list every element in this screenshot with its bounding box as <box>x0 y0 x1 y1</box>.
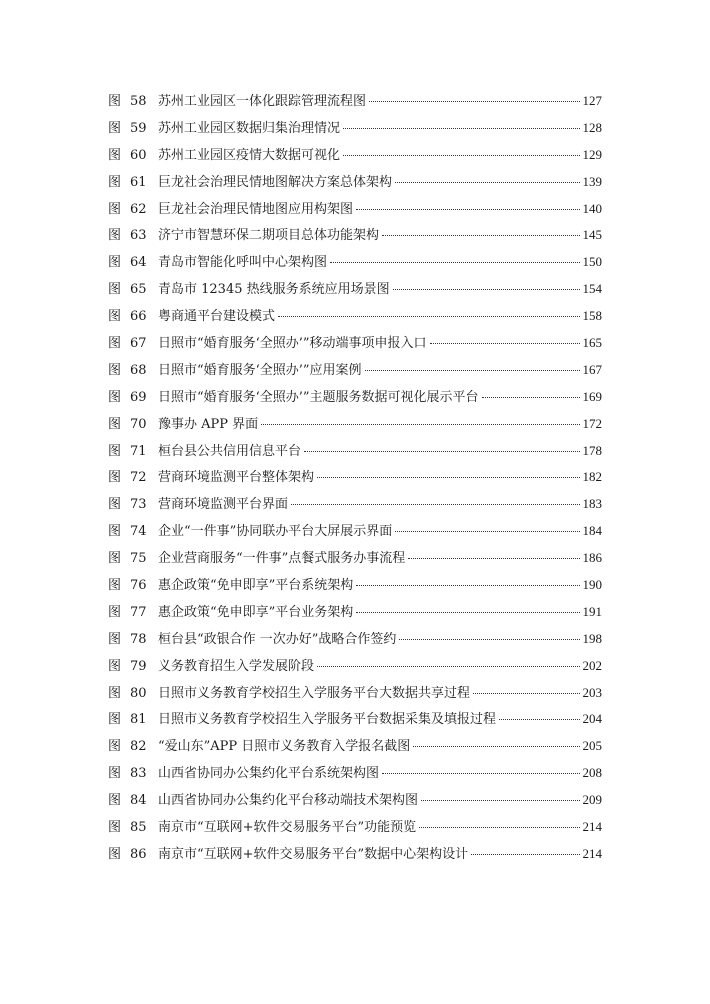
dot-leader <box>369 101 579 102</box>
dot-leader <box>343 155 579 156</box>
toc-row <box>108 522 602 549</box>
figure-label: 图 <box>108 497 122 513</box>
figure-label: 图 <box>108 578 122 594</box>
figure-label: 图 <box>108 604 122 620</box>
figure-label: 图 <box>108 94 122 109</box>
toc-row <box>108 684 602 711</box>
figure-number: 78 <box>130 631 147 647</box>
dot-leader <box>473 693 579 694</box>
dot-leader <box>419 827 579 828</box>
page-number: 165 <box>582 335 602 351</box>
figure-title: 青岛市 12345 热线服务系统应用场景图 <box>158 282 390 298</box>
toc-row <box>108 442 602 469</box>
figure-title: 桓台县“政银合作 一次办好”战略合作签约 <box>158 631 397 647</box>
toc-row <box>108 710 602 737</box>
figure-label: 图 <box>108 658 122 674</box>
figure-title: 山西省协同办公集约化平台移动端技术架构图 <box>158 793 419 809</box>
toc-row <box>108 200 602 227</box>
figure-number: 72 <box>130 470 147 486</box>
page-number: 191 <box>582 603 602 619</box>
figure-number: 70 <box>130 416 147 432</box>
page-number: 209 <box>582 792 602 808</box>
figure-number: 67 <box>130 336 147 352</box>
page-number: 190 <box>582 577 602 593</box>
figure-number: 75 <box>130 551 147 567</box>
figure-label: 图 <box>108 147 122 163</box>
figure-title: 日照市义务教育学校招生入学服务平台数据采集及填报过程 <box>158 712 497 728</box>
dot-leader <box>399 639 579 640</box>
figure-label: 图 <box>108 174 122 190</box>
dot-leader <box>356 209 579 210</box>
figure-number: 65 <box>130 282 147 298</box>
page-number: 127 <box>582 93 602 108</box>
dot-leader <box>343 128 579 129</box>
page-number: 172 <box>582 415 602 431</box>
dot-leader <box>413 746 579 747</box>
figure-number: 63 <box>130 228 147 244</box>
toc-row <box>108 657 602 684</box>
toc-row <box>108 253 602 280</box>
figure-label: 图 <box>108 524 122 540</box>
dot-leader <box>382 773 579 774</box>
figure-number: 77 <box>130 604 147 620</box>
toc-row <box>108 630 602 657</box>
toc-row <box>108 307 602 334</box>
dot-leader <box>330 262 579 263</box>
figure-title: 日照市“婚育服务‘全照办’”主题服务数据可视化展示平台 <box>158 389 479 405</box>
page-number: 202 <box>582 657 602 673</box>
figure-label: 图 <box>108 443 122 459</box>
figure-label: 图 <box>108 551 122 567</box>
figure-number: 81 <box>130 712 147 728</box>
figure-number: 62 <box>130 201 147 217</box>
figure-title: 企业营商服务“一件事”点餐式服务办事流程 <box>158 551 406 567</box>
toc-row <box>108 119 602 146</box>
figure-label: 图 <box>108 362 122 378</box>
figure-title: 惠企政策“免申即享”平台系统架构 <box>158 578 354 594</box>
page-number: 128 <box>582 119 602 135</box>
page-number: 139 <box>582 173 602 189</box>
figure-title: 营商环境监测平台界面 <box>158 497 289 513</box>
toc-row <box>108 92 602 119</box>
page-number: 154 <box>582 281 602 297</box>
page-number: 186 <box>582 550 602 566</box>
figure-title: 青岛市智能化呼叫中心架构图 <box>158 255 328 271</box>
figure-title: 济宁市智慧环保二期项目总体功能架构 <box>158 228 380 244</box>
toc-row <box>108 576 602 603</box>
figure-number: 68 <box>130 362 147 378</box>
dot-leader <box>356 585 579 586</box>
dot-leader <box>278 316 579 317</box>
figure-number: 64 <box>130 255 147 271</box>
page-number: 198 <box>582 630 602 646</box>
figure-title: 苏州工业园区疫情大数据可视化 <box>158 147 341 163</box>
page-number: 178 <box>582 442 602 458</box>
page-number: 145 <box>582 227 602 243</box>
toc-row <box>108 334 602 361</box>
toc-row <box>108 226 602 253</box>
toc-row <box>108 361 602 388</box>
page-number: 214 <box>582 845 602 861</box>
page-number: 169 <box>582 388 602 404</box>
figure-label: 图 <box>108 766 122 782</box>
page-number: 129 <box>582 146 602 162</box>
figure-number: 66 <box>130 309 147 325</box>
toc-row <box>108 468 602 495</box>
figure-label: 图 <box>108 685 122 701</box>
page-number: 167 <box>582 361 602 377</box>
toc-row <box>108 146 602 173</box>
figure-title: 南京市“互联网+软件交易服务平台”功能预览 <box>158 820 417 836</box>
dot-leader <box>356 612 579 613</box>
page-number: 214 <box>582 819 602 835</box>
page-number: 203 <box>582 684 602 700</box>
toc-row <box>108 280 602 307</box>
figure-label: 图 <box>108 228 122 244</box>
figure-number: 83 <box>130 766 147 782</box>
dot-leader <box>382 235 579 236</box>
dot-leader <box>482 397 580 398</box>
figure-number: 85 <box>130 820 147 836</box>
page-number: 150 <box>582 254 602 270</box>
page-number: 183 <box>582 496 602 512</box>
figure-number: 80 <box>130 685 147 701</box>
figure-title: 豫事办 APP 界面 <box>158 416 259 432</box>
dot-leader <box>317 666 579 667</box>
figure-label: 图 <box>108 846 122 862</box>
figure-number: 60 <box>130 147 147 163</box>
page-number: 205 <box>582 738 602 754</box>
dot-leader <box>393 289 580 290</box>
dot-leader <box>421 800 579 801</box>
figure-number: 82 <box>130 739 147 755</box>
toc-row <box>108 845 602 872</box>
figure-number: 84 <box>130 793 147 809</box>
dot-leader <box>499 719 579 720</box>
figure-title: 南京市“互联网+软件交易服务平台”数据中心架构设计 <box>158 846 469 862</box>
toc-row <box>108 415 602 442</box>
figure-number: 76 <box>130 578 147 594</box>
dot-leader <box>317 477 579 478</box>
page-number: 182 <box>582 469 602 485</box>
figure-label: 图 <box>108 282 122 298</box>
page-number: 184 <box>582 523 602 539</box>
figure-label: 图 <box>108 416 122 432</box>
figure-label: 图 <box>108 820 122 836</box>
figure-title: 苏州工业园区一体化跟踪管理流程图 <box>158 94 367 109</box>
figure-title: “爱山东”APP 日照市义务教育入学报名截图 <box>158 739 411 755</box>
figure-label: 图 <box>108 255 122 271</box>
toc-row <box>108 764 602 791</box>
dot-leader <box>261 424 579 425</box>
dot-leader <box>408 558 579 559</box>
dot-leader <box>395 531 579 532</box>
figure-title: 粤商通平台建设模式 <box>158 309 276 325</box>
toc-row <box>108 173 602 200</box>
dot-leader <box>291 504 579 505</box>
figure-label: 图 <box>108 389 122 405</box>
figure-label: 图 <box>108 739 122 755</box>
toc-row <box>108 818 602 845</box>
figure-label: 图 <box>108 201 122 217</box>
dot-leader <box>471 854 579 855</box>
figure-number: 86 <box>130 846 147 862</box>
figure-label: 图 <box>108 793 122 809</box>
figure-number: 74 <box>130 524 147 540</box>
figure-number: 79 <box>130 658 147 674</box>
figure-number: 73 <box>130 497 147 513</box>
figure-number: 59 <box>130 120 147 136</box>
figure-title: 日照市义务教育学校招生入学服务平台大数据共享过程 <box>158 685 471 701</box>
figure-label: 图 <box>108 120 122 136</box>
figure-label: 图 <box>108 470 122 486</box>
figure-title: 苏州工业园区数据归集治理情况 <box>158 120 341 136</box>
toc-row <box>108 603 602 630</box>
page-number: 208 <box>582 765 602 781</box>
figure-title: 日照市“婚育服务‘全照办’”移动端事项申报入口 <box>158 336 427 352</box>
toc-row <box>108 388 602 415</box>
figure-title: 山西省协同办公集约化平台系统架构图 <box>158 766 380 782</box>
dot-leader <box>430 343 580 344</box>
figure-title: 日照市“婚育服务‘全照办’”应用案例 <box>158 362 362 378</box>
dot-leader <box>395 182 579 183</box>
figure-title: 巨龙社会治理民情地图应用构架图 <box>158 201 354 217</box>
figure-number: 58 <box>130 94 147 109</box>
page-number: 204 <box>582 711 602 727</box>
dot-leader <box>365 370 580 371</box>
figure-list <box>108 92 602 872</box>
figure-title: 企业“一件事”协同联办平台大屏展示界面 <box>158 524 393 540</box>
figure-title: 桓台县公共信用信息平台 <box>158 443 302 459</box>
figure-title: 义务教育招生入学发展阶段 <box>158 658 315 674</box>
dot-leader <box>304 451 579 452</box>
page-number: 140 <box>582 200 602 216</box>
page-number: 158 <box>582 308 602 324</box>
figure-number: 61 <box>130 174 147 190</box>
figure-label: 图 <box>108 309 122 325</box>
figure-title: 惠企政策“免申即享”平台业务架构 <box>158 604 354 620</box>
figure-title: 营商环境监测平台整体架构 <box>158 470 315 486</box>
toc-row <box>108 549 602 576</box>
toc-row <box>108 791 602 818</box>
figure-number: 71 <box>130 443 147 459</box>
toc-row <box>108 737 602 764</box>
figure-label: 图 <box>108 336 122 352</box>
figure-label: 图 <box>108 712 122 728</box>
figure-label: 图 <box>108 631 122 647</box>
figure-title: 巨龙社会治理民情地图解决方案总体架构 <box>158 174 393 190</box>
figure-number: 69 <box>130 389 147 405</box>
toc-row <box>108 495 602 522</box>
